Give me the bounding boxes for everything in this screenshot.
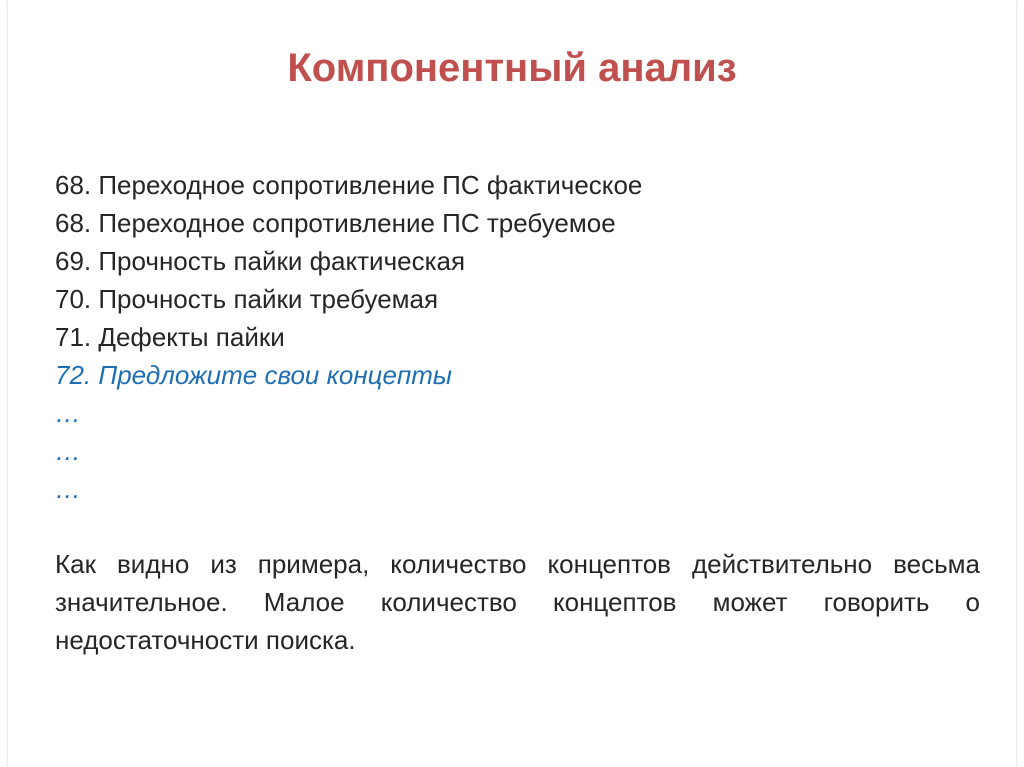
list-item: 71. Дефекты пайки: [55, 322, 285, 352]
slide-title: Компонентный анализ: [287, 46, 737, 90]
concept-list: [55, 166, 985, 508]
ellipsis: …: [55, 436, 81, 466]
ellipsis: …: [55, 474, 81, 504]
list-item: 68. Переходное сопротивление ПС фактическое: [55, 170, 643, 200]
list-item: 70. Прочность пайки требуемая: [55, 284, 439, 314]
list-item: 69. Прочность пайки фактическая: [55, 246, 466, 276]
ellipsis: …: [55, 398, 81, 428]
list-item: 68. Переходное сопротивление ПС требуемое: [55, 208, 616, 238]
conclusion-paragraph: Как видно из примера, количество концептов действительно весьма значительное. Малое количество концептов может говорить о недостаточности поиска.: [55, 549, 980, 655]
list-item-suggestion: 72. Предложите свои концепты: [55, 360, 453, 390]
